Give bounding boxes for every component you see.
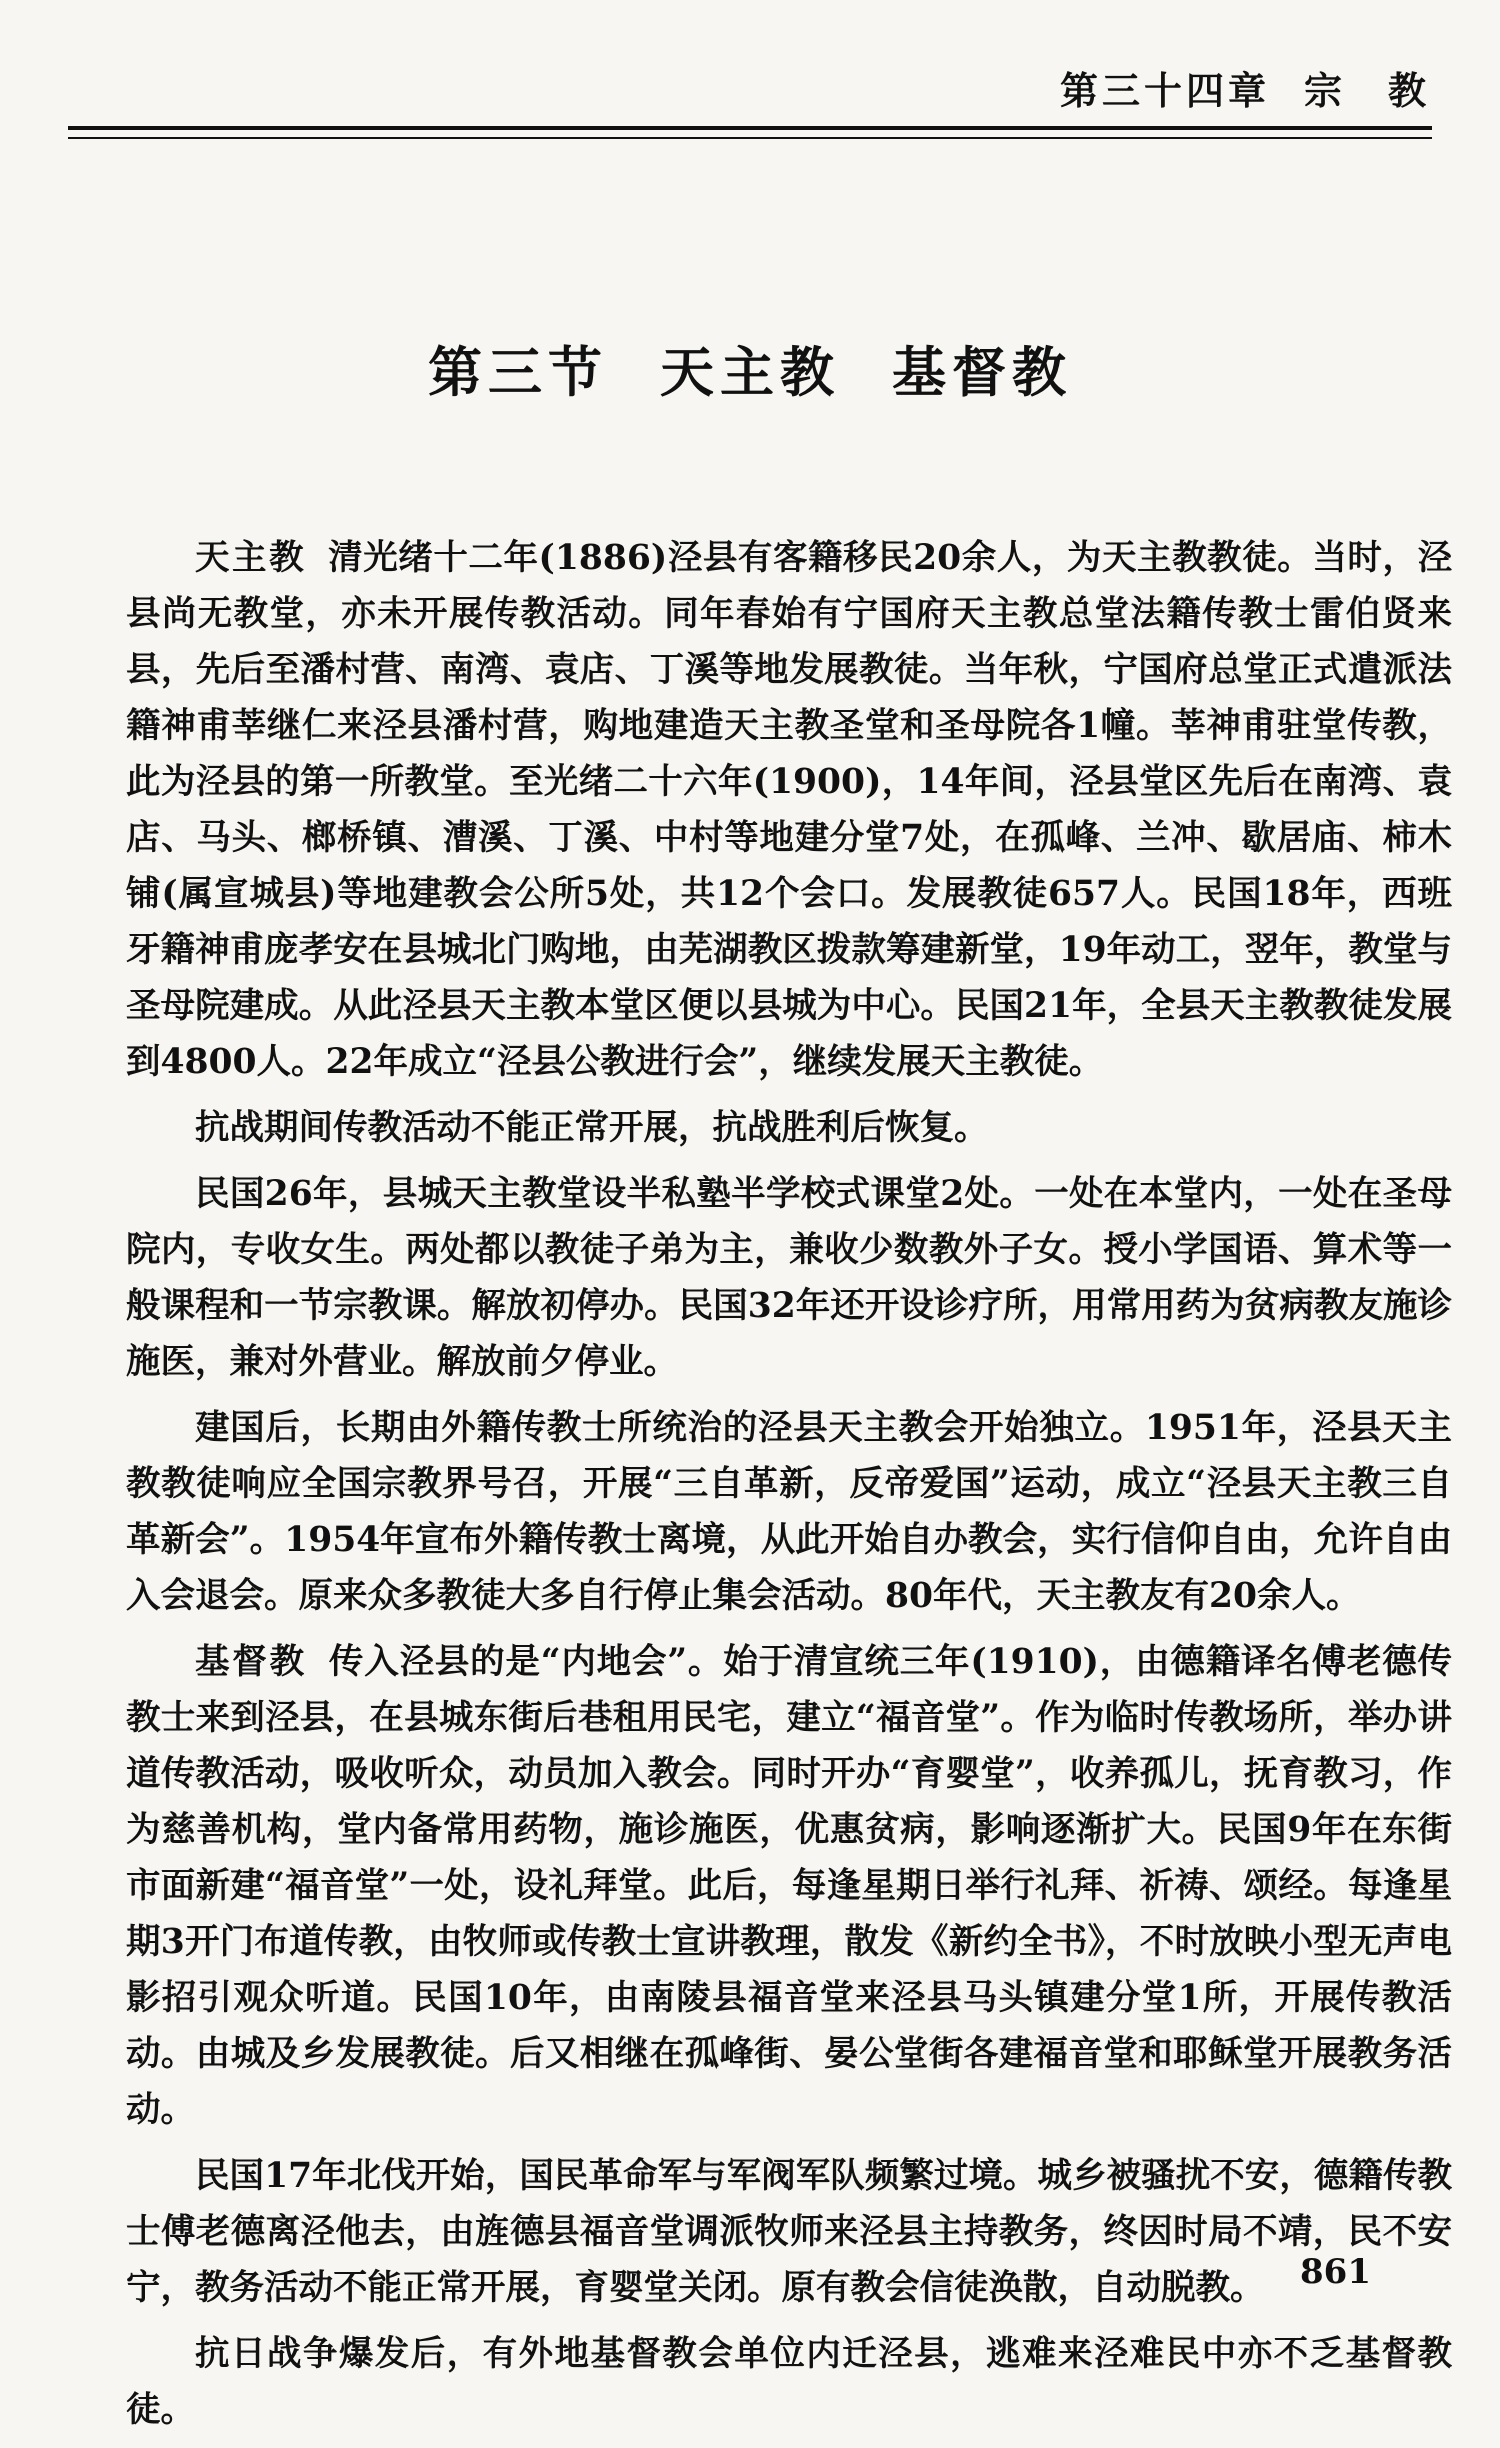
section-name-protestant: 基督教 [892, 340, 1072, 404]
header-rule-thick [68, 126, 1432, 130]
paragraph-lead: 基督教 [195, 1642, 307, 1682]
chapter-label: 第三十四章 [1059, 68, 1270, 113]
paragraph-text: 清光绪十二年(1886)泾县有客籍移民20余人，为天主教教徒。当时，泾县尚无教堂，亦未开展传教活动。同年春始有宁国府天主教总堂法籍传教士雷伯贤来县，先后至潘村营、南湾、袁店、丁溪等地发展教徒。当年秋，宁国府总堂正式遣派法籍神甫莘继仁来泾县潘村营，购地建造天主教圣堂和圣母院各1幢。莘神甫驻堂传教，此为泾县的第一所教堂。至光绪二十六年(1900)，14年间，泾县堂区先后在南湾、袁店、马头、榔桥镇、漕溪、丁溪、中村等地建分堂7处，在孤峰、兰冲、歇居庙、柿木铺(属宣城县)等地建教会公所5处，共12个会口。发展教徒657人。民国18年，西班牙籍神甫庞孝安在县城北门购地，由芜湖教区拨款筹建新堂，19年动工，翌年，教堂与圣母院建成。从此泾县天主教本堂区便以县城为中心。民国21年，全县天主教教徒发展到4800人。22年成立“泾县公教进行会”，继续发展天主教徒。 [126, 538, 1452, 1082]
paragraph-text: 建国后，长期由外籍传教士所统治的泾县天主教会开始独立。1951年，泾县天主教教徒响应全国宗教界号召，开展“三自革新，反帝爱国”运动，成立“泾县天主教三自革新会”。1954年宣布外籍传教士离境，从此开始自办教会，实行信仰自由，允许自由入会退会。原来众多教徒大多自行停止集会活动。80年代，天主教友有20余人。 [126, 1408, 1452, 1616]
paragraph-text: 抗战期间传教活动不能正常开展，抗战胜利后恢复。 [195, 1108, 989, 1148]
section-title [0, 330, 1500, 407]
section-name-catholic: 天主教 [660, 340, 840, 404]
paragraph [126, 2326, 1452, 2438]
subject-label: 宗 教 [1303, 68, 1430, 113]
body-text [126, 530, 1452, 2448]
paragraph-text: 民国17年北伐开始，国民革命军与军阀军队频繁过境。城乡被骚扰不安，德籍传教士傅老德离泾他去，由旌德县福音堂调派牧师来泾县主持教务，终因时局不靖，民不安宁，教务活动不能正常开展，育婴堂关闭。原有教会信徒涣散，自动脱教。 [126, 2156, 1452, 2308]
paragraph-text: 民国26年，县城天主教堂设半私塾半学校式课堂2处。一处在本堂内，一处在圣母院内，专收女生。两处都以教徒子弟为主，兼收少数教外子女。授小学国语、算术等一般课程和一节宗教课。解放初停办。民国32年还开设诊疗所，用常用药为贫病教友施诊施医，兼对外营业。解放前夕停业。 [126, 1174, 1452, 1382]
paragraph [126, 530, 1452, 1090]
paragraph [126, 2148, 1452, 2316]
page-number: 861 [1300, 2252, 1371, 2292]
paragraph [126, 1634, 1452, 2138]
paragraph [126, 1166, 1452, 1390]
paragraph [126, 1400, 1452, 1624]
paragraph-text: 传入泾县的是“内地会”。始于清宣统三年(1910)，由德籍译名傅老德传教士来到泾县，在县城东街后巷租用民宅，建立“福音堂”。作为临时传教场所，举办讲道传教活动，吸收听众，动员加入教会。同时开办“育婴堂”，收养孤儿，抚育教习，作为慈善机构，堂内备常用药物，施诊施医，优惠贫病，影响逐渐扩大。民国9年在东街市面新建“福音堂”一处，设礼拜堂。此后，每逢星期日举行礼拜、祈祷、颂经。每逢星期3开门布道传教，由牧师或传教士宣讲教理，散发《新约全书》，不时放映小型无声电影招引观众听道。民国10年，由南陵县福音堂来泾县马头镇建分堂1所，开展传教活动。由城及乡发展教徒。后又相继在孤峰街、晏公堂街各建福音堂和耶稣堂开展教务活动。 [126, 1642, 1452, 2130]
running-header [1060, 60, 1430, 115]
paragraph-lead: 天主教 [195, 538, 307, 578]
paragraph-text: 抗日战争爆发后，有外地基督教会单位内迁泾县，逃难来泾难民中亦不乏基督教徒。 [126, 2334, 1452, 2430]
header-rule-thin [68, 137, 1432, 139]
section-number: 第三节 [428, 340, 608, 404]
paragraph [126, 1100, 1452, 1156]
